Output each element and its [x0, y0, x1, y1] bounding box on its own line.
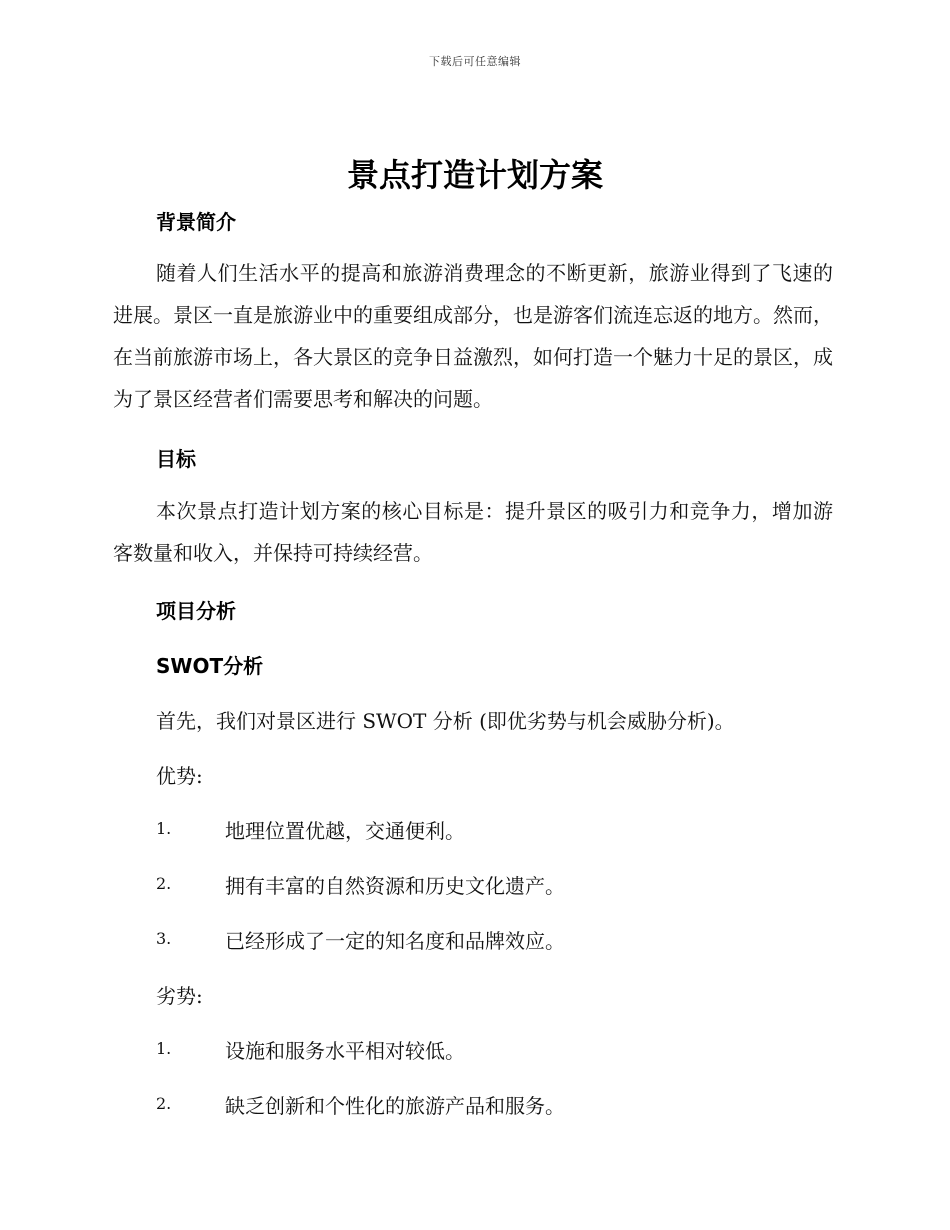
list-item-number: 2. — [156, 1094, 172, 1113]
list-item-text: 设施和服务水平相对较低。 — [225, 1039, 465, 1063]
paragraph-background: 随着人们生活水平的提高和旅游消费理念的不断更新，旅游业得到了飞速的进展。景区一直是旅游业中的重要组成部分，也是游客们流连忘返的地方。然而，在当前旅游市场上，各大景区的竞争日益激烈，如何打造一个魅力十足的景区，成为了景区经营者们需要思考和解决的问题。 — [113, 261, 833, 411]
swot-intro-text: 首先，我们对景区进行 SWOT 分析 (即优劣势与机会威胁分析)。 — [156, 709, 735, 733]
weaknesses-label: 劣势: — [156, 984, 203, 1008]
list-item-number: 1. — [156, 1039, 172, 1058]
list-item-text: 缺乏创新和个性化的旅游产品和服务。 — [225, 1094, 565, 1118]
section-heading-background: 背景简介 — [156, 210, 236, 234]
paragraph-goal: 本次景点打造计划方案的核心目标是：提升景区的吸引力和竞争力，增加游客数量和收入，并保持可持续经营。 — [113, 499, 833, 565]
list-item-number: 1. — [156, 819, 172, 838]
strengths-label: 优势: — [156, 764, 203, 788]
page-header-note: 下载后可任意编辑 — [429, 55, 521, 68]
section-heading-analysis: 项目分析 — [156, 599, 236, 623]
list-item-text: 已经形成了一定的知名度和品牌效应。 — [225, 929, 565, 953]
list-item-number: 3. — [156, 929, 172, 948]
subsection-heading-swot: SWOT分析 — [156, 654, 264, 678]
list-item-text: 地理位置优越，交通便利。 — [225, 819, 465, 843]
list-item-number: 2. — [156, 874, 172, 893]
page-title: 景点打造计划方案 — [346, 156, 603, 194]
list-item-text: 拥有丰富的自然资源和历史文化遗产。 — [225, 874, 565, 898]
section-heading-goal: 目标 — [156, 447, 196, 471]
